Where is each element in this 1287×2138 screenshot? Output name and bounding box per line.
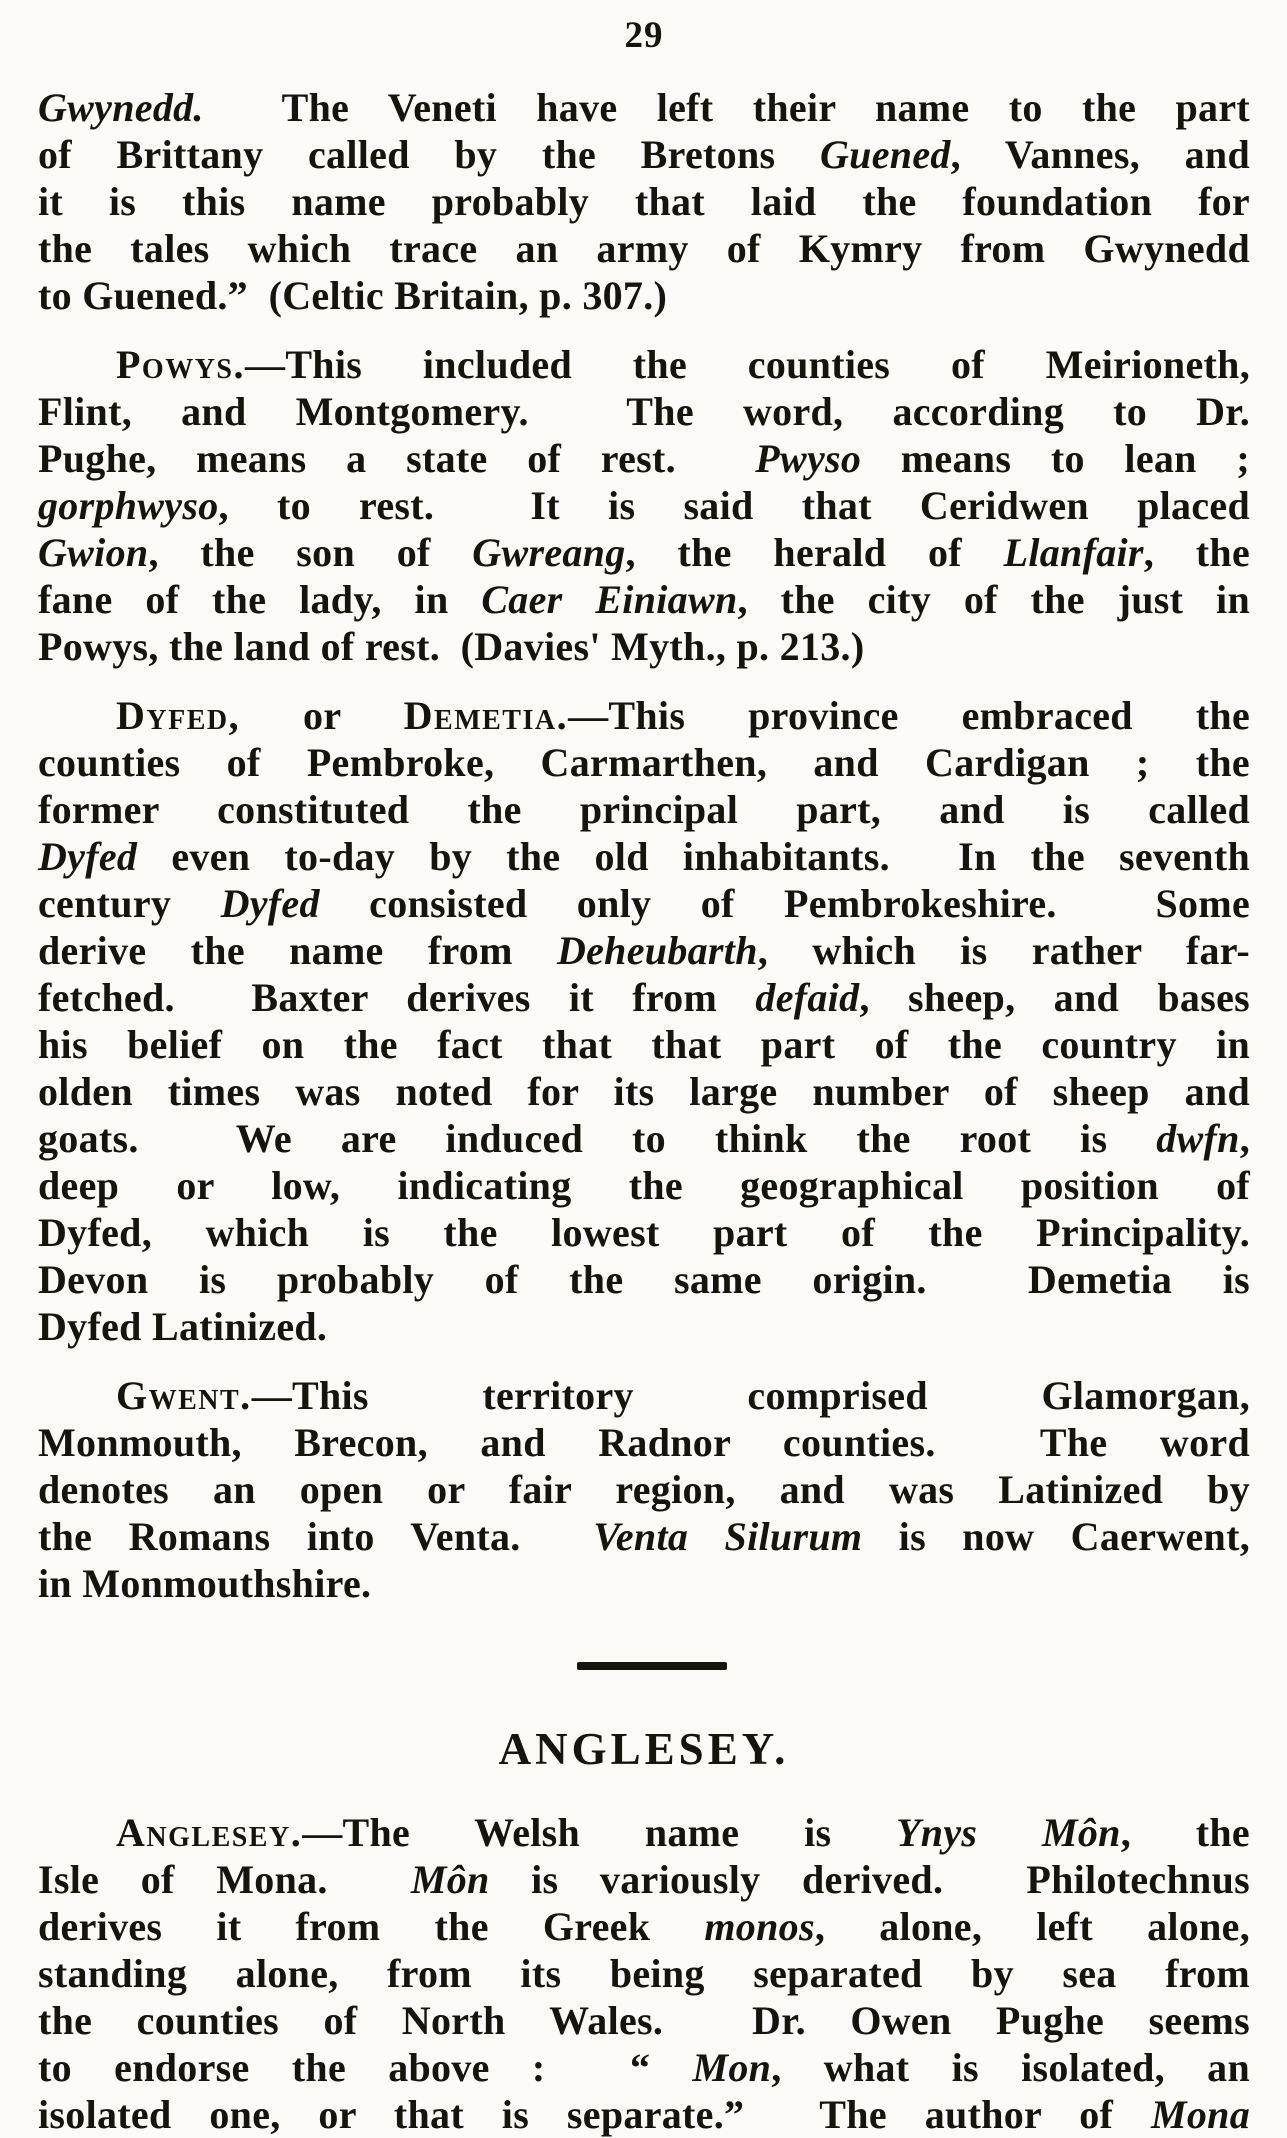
text-run: the counties of North Wales. Dr. Owen Pughe seems (38, 1998, 1250, 2043)
text-line (38, 692, 1250, 739)
text-line (38, 131, 1250, 178)
smallcaps-text: Anglesey. (116, 1810, 303, 1855)
text-run: or (240, 693, 404, 738)
text-line (38, 1997, 1250, 2044)
section-divider-rule (577, 1662, 727, 1670)
text-run: olden times was noted for its large number of sheep and (38, 1069, 1250, 1114)
text-line (38, 1560, 1250, 1607)
text-line (38, 272, 1250, 319)
text-run: , the herald of (625, 530, 1004, 575)
italic-text: Ynys Môn (896, 1810, 1121, 1855)
text-line (38, 739, 1250, 786)
text-line (38, 482, 1250, 529)
italic-text: Gwreang (472, 530, 626, 575)
text-run: Isle of Mona. (38, 1857, 411, 1902)
text-run: fane of the lady, in (38, 577, 482, 622)
text-run: standing alone, from its being separated by sea from (38, 1951, 1250, 1996)
text-run: fetched. Baxter derives it from (38, 975, 756, 1020)
anglesey-paragraphs (38, 1809, 1250, 2138)
italic-text: defaid (755, 975, 860, 1020)
italic-text: Môn (410, 1857, 490, 1902)
text-line (38, 927, 1250, 974)
paragraph (38, 84, 1250, 319)
text-run: , to rest. It is said that Ceridwen placed (218, 483, 1250, 528)
text-run: Pughe, means a state of rest. (38, 436, 756, 481)
text-run: derive the name from (38, 928, 557, 973)
italic-text: Venta Silurum (593, 1514, 863, 1559)
text-line (38, 225, 1250, 272)
text-line (38, 1068, 1250, 1115)
text-line (38, 623, 1250, 670)
text-run: , Vannes, and (950, 132, 1250, 177)
text-run: consisted only of Pembrokeshire. Some (319, 881, 1250, 926)
text-run: is now Caerwent, (862, 1514, 1250, 1559)
paragraph (38, 1372, 1250, 1607)
italic-text: Pwyso (755, 436, 862, 481)
text-line (38, 974, 1250, 1021)
text-line (38, 178, 1250, 225)
text-run: deep or low, indicating the geographical position of (38, 1163, 1250, 1208)
italic-text: Caer Einiawn (481, 577, 738, 622)
text-line (38, 833, 1250, 880)
text-run: Flint, and Montgomery. The word, according to Dr. (38, 389, 1250, 434)
paragraph (38, 692, 1250, 1350)
text-run: Powys, the land of rest. (Davies' Myth., p. 213.) (38, 624, 865, 669)
italic-text: Mona (1150, 2092, 1250, 2137)
section-heading: ANGLESEY. (498, 1724, 790, 1774)
text-run: to Guened.” (Celtic Britain, p. 307.) (38, 273, 668, 318)
text-run: denotes an open or fair region, and was Latinized by (38, 1467, 1250, 1512)
italic-text: Gwion (38, 530, 149, 575)
text-run: century (38, 881, 221, 926)
smallcaps-text: Dyfed, (116, 693, 241, 738)
italic-text: gorphwyso (38, 483, 219, 528)
text-line (38, 786, 1250, 833)
section-divider-wrap (38, 1657, 1250, 1675)
smallcaps-text: Demetia. (403, 693, 569, 738)
text-line (38, 2091, 1250, 2138)
text-line (38, 880, 1250, 927)
text-run: , the city of the just in (737, 577, 1250, 622)
text-line (38, 84, 1250, 131)
paragraph (38, 341, 1250, 670)
text-line (38, 1162, 1250, 1209)
text-run: , the (1120, 1810, 1250, 1855)
text-run: , alone, left alone, (814, 1904, 1251, 1949)
text-line (38, 2044, 1250, 2091)
text-run: The Veneti have left their name to the part (203, 85, 1250, 130)
text-line (38, 388, 1250, 435)
page-number: 29 (624, 15, 664, 56)
text-run: goats. We are induced to think the root is (38, 1116, 1157, 1161)
text-line (38, 1903, 1250, 1950)
text-line (38, 1419, 1250, 1466)
text-run: Devon is probably of the same origin. Demetia is (38, 1257, 1250, 1302)
italic-text: Dyfed (220, 881, 320, 926)
text-run: Dyfed Latinized. (38, 1304, 328, 1349)
text-run: counties of Pembroke, Carmarthen, and Cardigan ; the (38, 740, 1250, 785)
main-paragraphs (38, 84, 1250, 1607)
text-line (38, 1115, 1250, 1162)
smallcaps-text: Powys. (116, 342, 246, 387)
paragraph (38, 1809, 1250, 2138)
italic-text: dwfn (1156, 1116, 1240, 1161)
text-run: derives it from the Greek (38, 1904, 705, 1949)
text-run: it is this name probably that laid the foundation for (38, 179, 1250, 224)
italic-text: Gwynedd. (38, 85, 204, 130)
text-line (38, 1466, 1250, 1513)
text-run: —This included the counties of Meirioneth, (245, 342, 1250, 387)
italic-text: monos (704, 1904, 815, 1949)
text-run: former constituted the principal part, and is called (38, 787, 1250, 832)
text-line (38, 435, 1250, 482)
text-run: his belief on the fact that that part of the country in (38, 1022, 1250, 1067)
italic-text: Dyfed (38, 834, 138, 879)
text-line (38, 529, 1250, 576)
text-line (38, 1021, 1250, 1068)
text-line (38, 1303, 1250, 1350)
text-run: Dyfed, which is the lowest part of the Principality. (38, 1210, 1250, 1255)
text-run: isolated one, or that is separate.” The author of (38, 2092, 1151, 2137)
text-run: —The Welsh name is (302, 1810, 897, 1855)
italic-text: Llanfair (1003, 530, 1144, 575)
text-line (38, 1950, 1250, 1997)
text-run: , which is rather far- (757, 928, 1250, 973)
text-line (38, 576, 1250, 623)
text-run: , the son of (148, 530, 473, 575)
italic-text: Mon (692, 2045, 772, 2090)
text-block (38, 84, 1250, 2138)
italic-text: Guened (819, 132, 951, 177)
text-run: in Monmouthshire. (38, 1561, 372, 1606)
text-run: , what is isolated, an (771, 2045, 1250, 2090)
text-run: , the (1143, 530, 1250, 575)
text-run: —This territory comprised Glamorgan, (251, 1373, 1250, 1418)
text-run: even to-day by the old inhabitants. In the seventh (137, 834, 1250, 879)
text-run: of Brittany called by the Bretons (38, 132, 820, 177)
text-run: , (1239, 1116, 1250, 1161)
text-line (38, 1209, 1250, 1256)
text-run: Monmouth, Brecon, and Radnor counties. The word (38, 1420, 1250, 1465)
smallcaps-text: Gwent. (116, 1373, 252, 1418)
text-run: to endorse the above : “ (38, 2045, 693, 2090)
text-line (38, 1856, 1250, 1903)
text-run: , sheep, and bases (859, 975, 1251, 1020)
text-run: the tales which trace an army of Kymry from Gwynedd (38, 226, 1250, 271)
text-run: means to lean ; (861, 436, 1250, 481)
text-line (38, 341, 1250, 388)
text-line (38, 1809, 1250, 1856)
text-line (38, 1256, 1250, 1303)
text-run: the Romans into Venta. (38, 1514, 594, 1559)
text-line (38, 1372, 1250, 1419)
text-run: —This province embraced the (568, 693, 1251, 738)
text-line (38, 1513, 1250, 1560)
text-run: is variously derived. Philotechnus (489, 1857, 1250, 1902)
italic-text: Deheubarth (556, 928, 758, 973)
